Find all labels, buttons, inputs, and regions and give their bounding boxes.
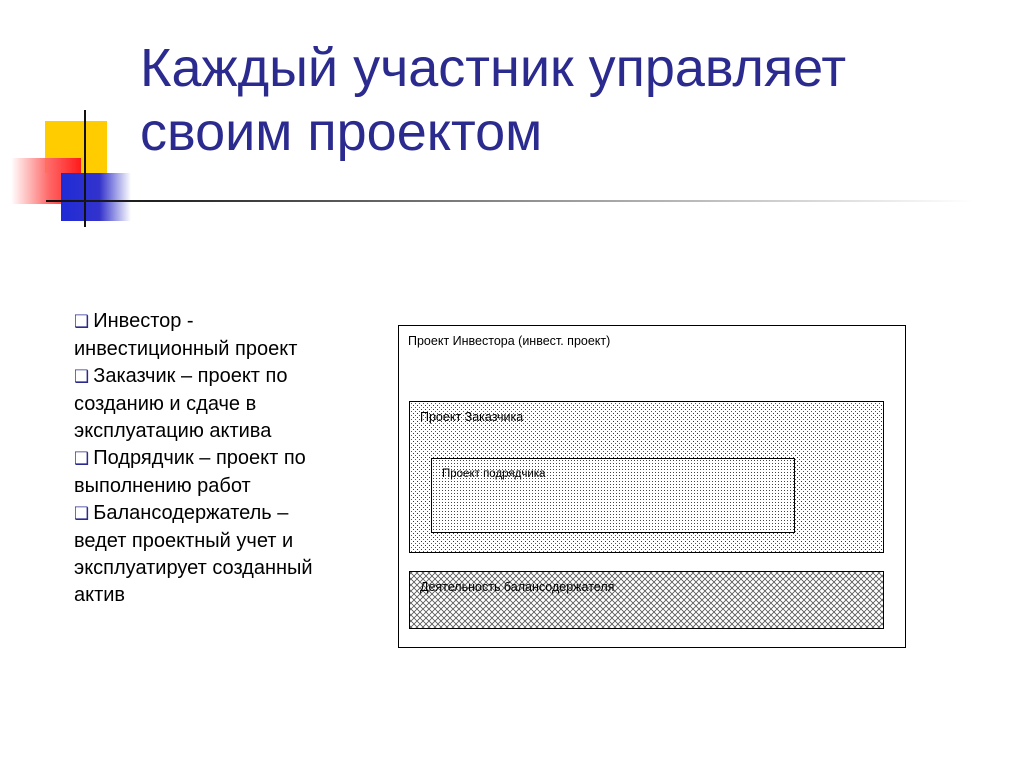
bullet-text: выполнению работ	[74, 475, 251, 497]
bullet-text: эксплуатирует созданный	[74, 557, 313, 579]
customer-project-label: Проект Заказчика	[420, 410, 524, 424]
bullet-text: Балансодержатель –	[93, 502, 289, 524]
contractor-project-label: Проект подрядчика	[442, 468, 546, 480]
bullet-text: ведет проектный учет и	[74, 530, 294, 552]
bullet-text: актив	[74, 584, 126, 606]
bullet-text: Инвестор -	[93, 310, 194, 332]
bullet-text: инвестиционный проект	[74, 338, 298, 360]
bullet-text: эксплуатацию актива	[74, 420, 272, 442]
checkbox-square-icon: ❑	[74, 367, 90, 387]
checkbox-square-icon: ❑	[74, 504, 90, 524]
investor-project-label: Проект Инвестора (инвест. проект)	[408, 334, 611, 348]
checkbox-square-icon: ❑	[74, 312, 90, 332]
holder-activity-label: Деятельность балансодержателя	[420, 580, 615, 594]
bullet-text: созданию и сдаче в	[74, 393, 257, 415]
title-line: Каждый участник управляет	[140, 38, 847, 98]
bullet-text: Заказчик – проект по	[93, 365, 288, 387]
checkbox-square-icon: ❑	[74, 449, 90, 469]
bullet-text: Подрядчик – проект по	[93, 447, 306, 469]
title-line: своим проектом	[140, 102, 543, 162]
